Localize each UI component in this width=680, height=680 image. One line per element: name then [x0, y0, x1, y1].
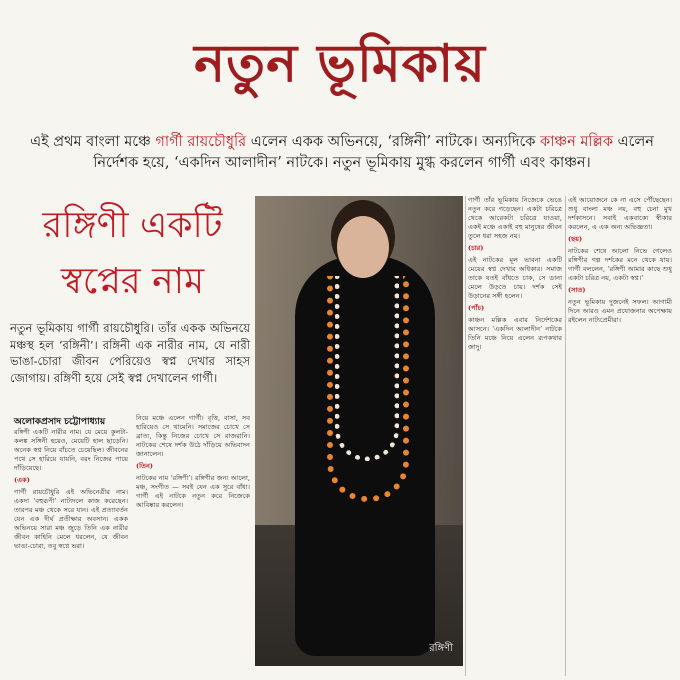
lead-paragraph: নতুন ভূমিকায় গার্গী রায়চৌধুরি। তাঁর একক অভিনয়ে মঞ্চস্থ হল ‘রঙ্গিনী’। রঙ্গিনী এক নারীর নাম, যে নারী ভাঙা-চোরা জীবন পেরিয়েও স্বপ্ন দেখার সাহস জোগায়। রঙ্গিণী হয়ে সেই স্বপ্ন দেখালেন গার্গী। [10, 321, 250, 385]
intro-name-gargi: গার্গী রায়চৌধুরি [155, 134, 247, 150]
column-4-paragraph-1: এই আয়োজনে কে না এসে পৌঁছেছেন। শুধু বাংলা মঞ্চ নয়, বহু চেনা মুখ দর্শকাসনে। সবাই একবাক্যে স্বীকার করলেন, এ এক অন্য অভিজ্ঞতা। [568, 196, 672, 231]
column-divider [565, 196, 566, 676]
page-headline: নতুন ভূমিকায় [194, 33, 486, 94]
actress-photo [255, 196, 463, 666]
column-2-paragraph-2: নাটকের নাম ‘রঙ্গিণী’। রঙ্গিণীর জন্য আলো, মঞ্চ, সংগীত — সবই যেন এক সুরে বাঁধা। গার্গী এই নাটকে নতুন করে নিজেকে আবিষ্কার করলেন। [136, 474, 250, 509]
column-4-section-mark-1: (ছয়) [568, 235, 583, 243]
column-3-paragraph-1: গার্গী তাঁর ভূমিকায় নিজেকে ভেঙে নতুন করে গড়েছেন। একটা চরিত্রে থেকে আরেকটা চরিত্রে যাওয়া, একই মঞ্চে একাই বহু মানুষের জীবন তুলে ধরা সহজ নয়। [468, 196, 562, 240]
intro-text-1: এই প্রথম বাংলা মঞ্চে [30, 134, 156, 150]
article-column-1 [14, 428, 128, 674]
photo-figure-head [337, 216, 389, 278]
subhead-line-1: রঙ্গিণী একটি [42, 205, 223, 246]
article-subheadline [10, 198, 255, 310]
photo-caption: রঙ্গিণী [429, 643, 453, 654]
column-1-paragraph-1: রঙ্গিণী একটি নারীর নাম। যে মেয়ে কুলটা-কলঙ্ক সঙ্গিনী হয়েও, মেয়েটি হাল ছাড়েনি। অনেক স্বপ্ন নিয়ে বাঁচতে চেয়েছিল। জীবনের পথে সে হারিয়ে যায়নি, বরং নিজের পায়ে দাঁড়িয়েছে। [14, 428, 128, 472]
column-divider [465, 196, 466, 676]
column-1-section-mark: (এক) [14, 476, 30, 484]
intro-name-kanchan: কাঞ্চন মল্লিক [540, 134, 613, 150]
column-4-paragraph-2: নাটকের শেষে আলো নিভে গেলেও রঙ্গিণীর গল্প দর্শকের মনে থেকে যায়। গার্গী বললেন, ‘রঙ্গিণী আমার কাছে শুধু একটা চরিত্র নয়, একটা স্বপ্ন।’ [568, 247, 672, 282]
column-3-paragraph-3: কাঞ্চন মল্লিক এবার নির্দেশকের আসনে। ‘একদিন আলাদীন’ নাটকে তিনি মঞ্চে নিয়ে এলেন রূপকথার জাদু। [468, 316, 562, 351]
column-2-section-mark: (তিন) [136, 462, 154, 470]
column-4-paragraph-3: নতুন ভূমিকায় দুজনেই সফল। আগামী দিনে আরও এমন প্রযোজনার অপেক্ষায় রইলেন নাট্যপ্রেমীরা। [568, 298, 672, 324]
intro-paragraph [8, 132, 676, 174]
column-3-section-mark-2: (পাঁচ) [468, 304, 485, 312]
photo-necklace-white [335, 276, 399, 461]
column-1-paragraph-2: গার্গী রায়চৌধুরি এই অভিনেত্রীর নাম। একদা ‘বহুরূপী’ নাট্যদলে কাজ করেছেন। তারপর মঞ্চ থেকে সরে যান। এই প্রত্যাবর্তন যেন এক দীর্ঘ প্রতীক্ষার অবসান। একক অভিনয়ে সারা মঞ্চ জুড়ে তিনি এক নারীর জীবন কাহিনি মেলে ধরলেন, যে জীবন ভাঙা-চোরা, তবু স্বপ্নে ভরা। [14, 488, 128, 550]
intro-text-2: এলেন একক অভিনয়ে, ‘রঙ্গিনী’ নাটকে। অন্যদিকে [246, 134, 541, 150]
subhead-line-2: স্বপ্নের নাম [60, 261, 205, 302]
column-3-section-mark-1: (চার) [468, 244, 484, 252]
article-column-2 [136, 414, 250, 674]
column-2-paragraph-1: নিয়ে মঞ্চে এলেন গার্গী। বৃত্তি, বাসা, সব হারিয়েও সে থামেনি। সমাজের চোখে সে ব্রাত্য, কিন্তু নিজের চোখে সে রাজরানি। নাটকের শেষে দর্শক উঠে দাঁড়িয়ে অভিবাদন জানালেন। [136, 414, 250, 458]
author-byline: অলোকপ্রসাদ চট্টোপাধ্যায় [14, 417, 106, 427]
column-4-section-mark-2: (সাত) [568, 286, 586, 294]
column-3-paragraph-2: এই নাটকের মূল ভাবনা একটি মেয়ের স্বপ্ন দেখার অধিকার। সমাজ তাকে যতই বাঁধতে চাক, সে ডানা মেলে উড়তে চায়। দর্শক সেই উড়ানের সঙ্গী হলেন। [468, 256, 562, 300]
intro-text-3: এলেন নির্দেশক হয়ে, ‘একদিন আলাদীন’ নাটকে। নতুন ভূমিকায় মুগ্ধ করলেন গার্গী এবং কাঞ্চন। [93, 134, 654, 171]
article-column-4 [568, 196, 672, 676]
article-column-3 [468, 196, 562, 676]
